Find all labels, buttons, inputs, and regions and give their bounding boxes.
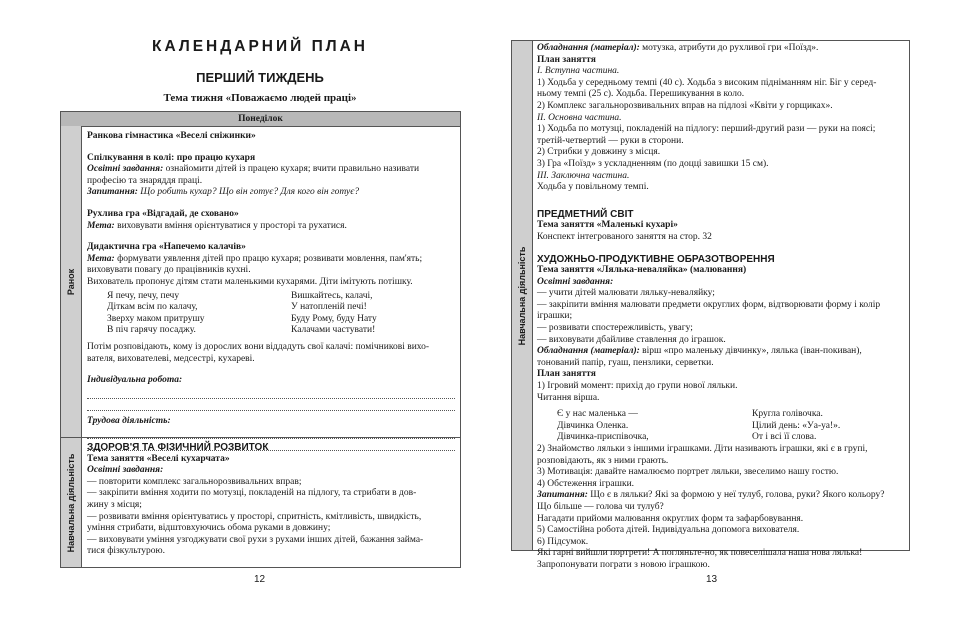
art-plan-line: Нагадати прийоми малювання округлих форм та зафарбовування. — [537, 513, 804, 524]
lesson-item: тися фізкультурою. — [87, 546, 166, 557]
art-item: — виховувати дбайливе ставлення до іграшок. — [537, 334, 726, 345]
art-plan-line: 3) Мотивація: давайте намалюємо портрет ляльки, звеселимо нашу гостю. — [537, 467, 839, 478]
after-text: Потім розповідають, кому із дорослих вони віддадуть свої калачі: помічникові вихо- — [87, 341, 430, 352]
week-title: ПЕРШИЙ ТИЖДЕНЬ — [196, 70, 324, 85]
morning-side-column — [61, 126, 82, 437]
gym-title: Ранкова гімнастика «Веселі сніжинки» — [87, 131, 256, 141]
art-plan-line: 1) Ігровий момент: прихід до групи нової ляльки. — [537, 381, 738, 392]
art-item: — розвивати спостережливість, увагу; — [537, 323, 693, 334]
world-topic: Тема заняття «Маленькі кухарі» — [537, 220, 678, 231]
offer-text: Вихователь пропонує дітям стати маленькими кухарями. Діти імітують потішку. — [87, 276, 413, 287]
art-equipment-cont: тонований папір, гуаш, пензлики, серветки. — [537, 357, 714, 368]
lesson-side-label: Навчальна діяльність — [66, 453, 76, 552]
art-questions-cont: Що більше — голова чи тулуб? — [537, 501, 664, 512]
poem-left: Є у нас маленька — Дівчинка Оленка. Дівчинка-приспівочка, — [557, 409, 649, 443]
lesson-item: — повторити комплекс загальнорозвивальних вправ; — [87, 476, 302, 487]
labor-label: Трудова діяльність: — [87, 415, 171, 426]
lesson-item: — виховувати уміння узгоджувати свої рухи з рухами інших дітей, бажання займа- — [87, 534, 424, 545]
didactic-goal: Мета: формувати уявлення дітей про працю кухаря; розвивати мовлення, пам'ять; — [87, 253, 423, 264]
plan-title: План заняття — [537, 54, 596, 65]
art-equipment: Обладнання (матеріал): вірш «про маленьку дівчинку», лялька (іван-покиван), — [537, 346, 862, 357]
page-number: 12 — [254, 574, 266, 585]
lesson-content — [537, 43, 907, 572]
didactic-goal-cont: виховувати повагу до працівників кухні. — [87, 265, 251, 276]
lesson-section: ЗДОРОВ'Я ТА ФІЗИЧНИЙ РОЗВИТОК — [87, 442, 269, 453]
poem-right: Кругла голівочка. Цілий день: «Уа-уа!». От і всі її слова. — [752, 409, 841, 443]
circle-title: Спілкування в колі: про працю кухаря — [87, 152, 256, 163]
dotted-line — [87, 399, 455, 411]
poem — [537, 409, 907, 444]
dotted-line — [87, 427, 455, 439]
art-plan-line: 5) Самостійна робота дітей. Індивідуальна допомога вихователя. — [537, 525, 800, 536]
morning-cell — [87, 131, 455, 451]
art-plan-line: Запропонувати пограти з новою іграшкою. — [537, 559, 710, 570]
dotted-line — [87, 387, 455, 399]
lesson-side-column — [512, 41, 533, 550]
page-number: 13 — [706, 574, 718, 585]
art-plan-line: 4) Обстеження іграшки. — [537, 478, 635, 489]
lesson-side-column — [61, 438, 82, 567]
day-header: Понеділок — [61, 112, 460, 127]
lesson-item: уміння стрибати, відштовхуючись обома руками в довжину; — [87, 523, 331, 534]
game-title: Рухлива гра «Відгадай, де сховано» — [87, 208, 239, 219]
lesson-cell — [87, 442, 455, 558]
art-item: — закріпити вміння малювати предмети округлих форм, відтворювати форму і колір — [537, 299, 881, 310]
part-title: І. Вступна частина. — [537, 66, 620, 77]
edu-tasks: Освітні завдання: ознайомити дітей із працею кухаря; вчити правильно називати — [87, 164, 420, 175]
equipment: Обладнання (матеріал): мотузка, атрибути до рухливої гри «Поїзд». — [537, 43, 819, 53]
page-title: КАЛЕНДАРНИЙ ПЛАН — [151, 38, 368, 55]
art-plan-line: 2) Знайомство ляльки з іншими іграшками. Діти називають іграшки, які є в групі, — [537, 444, 868, 454]
art-item: іграшки; — [537, 311, 573, 322]
lesson-table — [511, 40, 910, 570]
poem-right: Вишкайтесь, калачі, У натопленій печі! Буду Рому, буду Нату Калачами частувати! — [291, 290, 377, 336]
plan-line: 2) Стрибки у довжину з місця. — [537, 147, 661, 158]
plan-line: 3) Гра «Поїзд» з ускладненням (по доцці завишки 15 см). — [537, 158, 769, 169]
art-plan-line: 6) Підсумок. — [537, 536, 589, 547]
art-item: — учити дітей малювати ляльку-неваляйку; — [537, 288, 715, 299]
week-theme: Тема тижня «Поважаємо людей праці» — [163, 92, 357, 104]
part-title: ІІІ. Заключна частина. — [537, 170, 630, 181]
lesson-topic: Тема заняття «Веселі кухарчата» — [87, 453, 230, 464]
art-plan-title: План заняття — [537, 369, 596, 380]
poem — [87, 291, 455, 337]
edu-tasks-cont: професію та знаряддя праці. — [87, 175, 203, 186]
lesson-item: жину з місця; — [87, 499, 142, 510]
art-plan-line: Читання вірша. — [537, 392, 600, 403]
art-plan-line: розповідають, як з ними грають. — [537, 455, 669, 466]
individual-work-label: Індивідуальна робота: — [87, 375, 183, 386]
lesson-side-label: Навчальна діяльність — [517, 246, 527, 345]
right-page — [485, 0, 970, 624]
world-section: ПРЕДМЕТНИЙ СВІТ — [537, 208, 634, 220]
lesson-item: — закріпити вміння ходити по мотузці, покладеній на підлогу, та стрибати в дов- — [87, 488, 417, 499]
art-questions: Запитання: Що є в ляльки? Які за формою у неї тулуб, голова, руки? Якого кольору? — [537, 490, 885, 501]
world-text: Конспект інтегрованого заняття на стор. 32 — [537, 231, 712, 242]
art-section: ХУДОЖНЬО-ПРОДУКТИВНЕ ОБРАЗОТВОРЕННЯ — [537, 253, 775, 265]
lesson-item: — розвивати вміння орієнтуватись у просторі, спритність, кмітливість, швидкість, — [87, 511, 422, 522]
lesson-edu-label: Освітні завдання: — [87, 465, 164, 476]
plan-line: Ходьба у повільному темпі. — [537, 182, 649, 193]
after-text-cont: вателя, вихователеві, медсестрі, кухареві. — [87, 353, 255, 364]
plan-line: третій-четвертий — руки в сторони. — [537, 135, 684, 146]
art-topic: Тема заняття «Лялька-неваляйка» (малювання) — [537, 265, 747, 276]
poem-left: Я печу, печу, печу Діткам всім по калачу, Зверху маком притрушу В піч гарячу посаджу. — [107, 290, 205, 336]
game-goal: Мета: виховувати вміння орієнтуватися у просторі та рухатися. — [87, 220, 347, 231]
questions: Запитання: Що робить кухар? Що він готує? Для кого він готує? — [87, 187, 360, 198]
plan-line: ньому темпі (25 с). Ходьба. Перешикування в коло. — [537, 89, 745, 100]
morning-side-label: Ранок — [66, 268, 76, 295]
part-title: ІІ. Основна частина. — [537, 112, 622, 123]
schedule-table — [60, 111, 461, 568]
plan-line: 1) Ходьба по мотузці, покладеній на підлогу: перший-другий рази — руки на поясі; — [537, 124, 876, 135]
plan-line: 2) Комплекс загальнорозвивальних вправ на підлозі «Квіти у горщиках». — [537, 100, 833, 111]
art-plan-line: Які гарні вийшли портрети! А погляньте-но, як повеселішала наша нова лялька! — [537, 548, 863, 559]
art-edu-label: Освітні завдання: — [537, 276, 614, 287]
plan-line: 1) Ходьба у середньому темпі (40 с). Ходьба з високим підніманням ніг. Біг у серед- — [537, 77, 877, 88]
didactic-title: Дидактична гра «Напечемо калачів» — [87, 242, 246, 253]
